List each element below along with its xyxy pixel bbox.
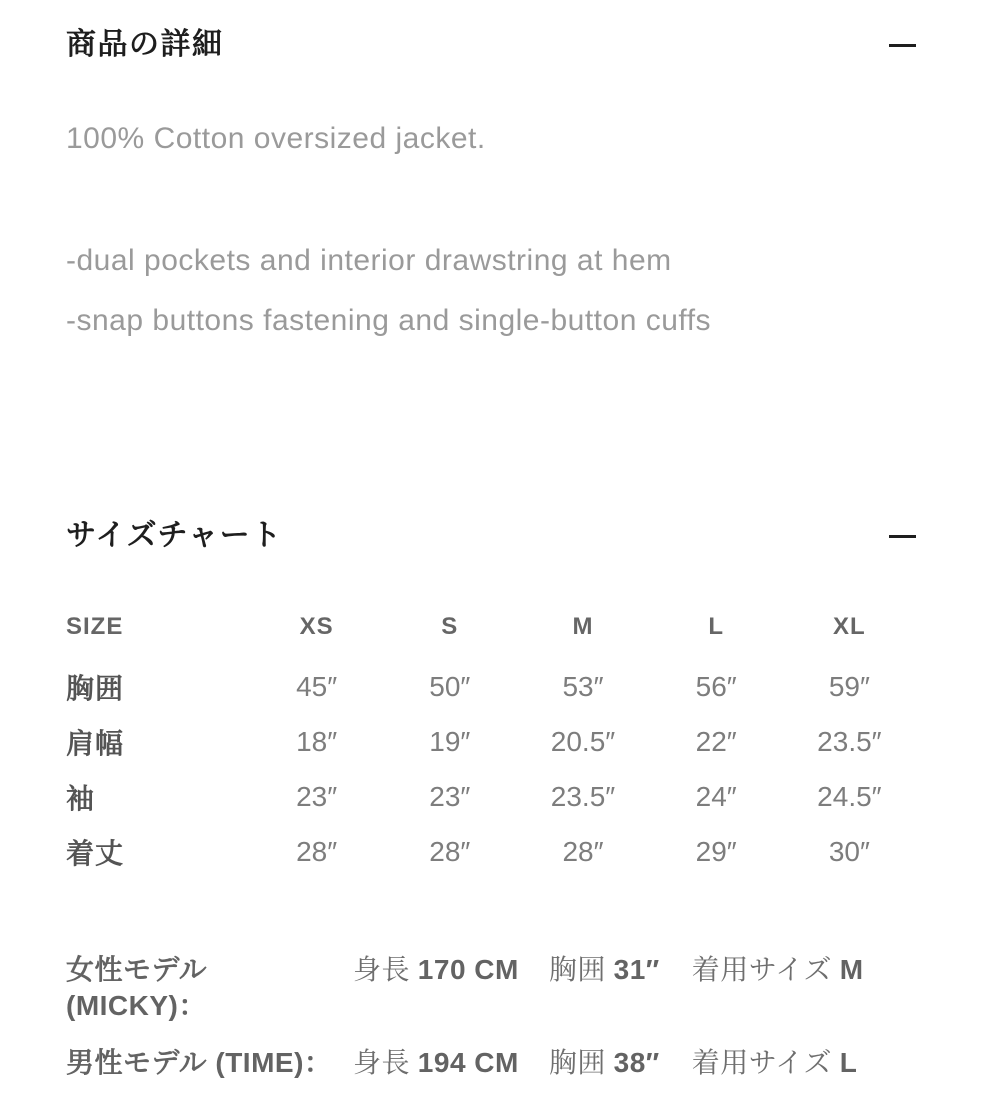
cell-value: 20.5″ — [550, 725, 616, 757]
cell-value: 45″ — [296, 670, 338, 702]
product-details-title: 商品の詳細 — [66, 28, 224, 61]
product-details-accordion-header[interactable] — [66, 28, 916, 62]
cell-value: 23″ — [296, 780, 338, 812]
column-header-l: L — [708, 613, 725, 640]
cell-value: 18″ — [296, 725, 338, 757]
male-model-row — [66, 1045, 916, 1081]
cell-value: 30″ — [828, 835, 870, 867]
product-info-panel — [0, 28, 987, 1081]
cell-value: 24.5″ — [817, 780, 882, 812]
model-height: 身長 170 CM — [353, 954, 519, 985]
cell-value: 53″ — [562, 670, 604, 702]
size-chart-section — [66, 519, 916, 1081]
model-wearing-size: 着用サイズ L — [691, 1047, 858, 1078]
table-row-length — [66, 824, 916, 879]
cell-value: 59″ — [828, 670, 870, 702]
size-chart-title: サイズチャート — [66, 519, 283, 552]
description-line: 100% Cotton oversized jacket. — [66, 122, 486, 155]
column-header-m: M — [572, 613, 594, 640]
cell-value: 23″ — [429, 780, 471, 812]
row-label: 肩幅 — [66, 727, 125, 759]
table-row-chest — [66, 659, 916, 714]
table-row-sleeve — [66, 769, 916, 824]
cell-value: 28″ — [562, 835, 604, 867]
column-header-size: SIZE — [66, 613, 124, 640]
table-row-shoulder — [66, 714, 916, 769]
cell-value: 23.5″ — [550, 780, 616, 812]
cell-value: 19″ — [429, 725, 471, 757]
model-chest: 胸囲 31″ — [548, 954, 660, 985]
cell-value: 24″ — [695, 780, 737, 812]
cell-value: 50″ — [429, 670, 471, 702]
cell-value: 23.5″ — [817, 725, 882, 757]
cell-value: 28″ — [296, 835, 338, 867]
row-label: 袖 — [66, 782, 96, 814]
size-chart-accordion-header[interactable] — [66, 519, 916, 553]
row-label: 着丈 — [66, 837, 125, 869]
product-details-section — [66, 28, 916, 338]
cell-value: 22″ — [695, 725, 737, 757]
column-header-xs: XS — [299, 613, 334, 640]
product-description — [66, 122, 916, 338]
model-sizing-info — [66, 952, 916, 1081]
female-model-row — [66, 952, 916, 1024]
model-name-label: 男性モデル (TIME)： — [66, 1047, 333, 1078]
model-wearing-size: 着用サイズ M — [691, 954, 864, 985]
row-label: 胸囲 — [66, 672, 125, 704]
column-header-s: S — [441, 613, 459, 640]
minus-icon[interactable] — [889, 44, 916, 47]
cell-value: 28″ — [429, 835, 471, 867]
cell-value: 29″ — [695, 835, 737, 867]
model-height: 身長 194 CM — [353, 1047, 519, 1078]
model-chest: 胸囲 38″ — [548, 1047, 660, 1078]
size-table-header-row — [66, 599, 916, 655]
cell-value: 56″ — [695, 670, 737, 702]
description-line: -snap buttons fastening and single-button cuffs — [66, 304, 712, 337]
minus-icon[interactable] — [889, 535, 916, 538]
model-name-label: 女性モデル (MICKY)： — [66, 954, 208, 1021]
column-header-xl: XL — [833, 613, 866, 640]
size-table — [66, 599, 916, 879]
description-line: -dual pockets and interior drawstring at hem — [66, 244, 672, 277]
